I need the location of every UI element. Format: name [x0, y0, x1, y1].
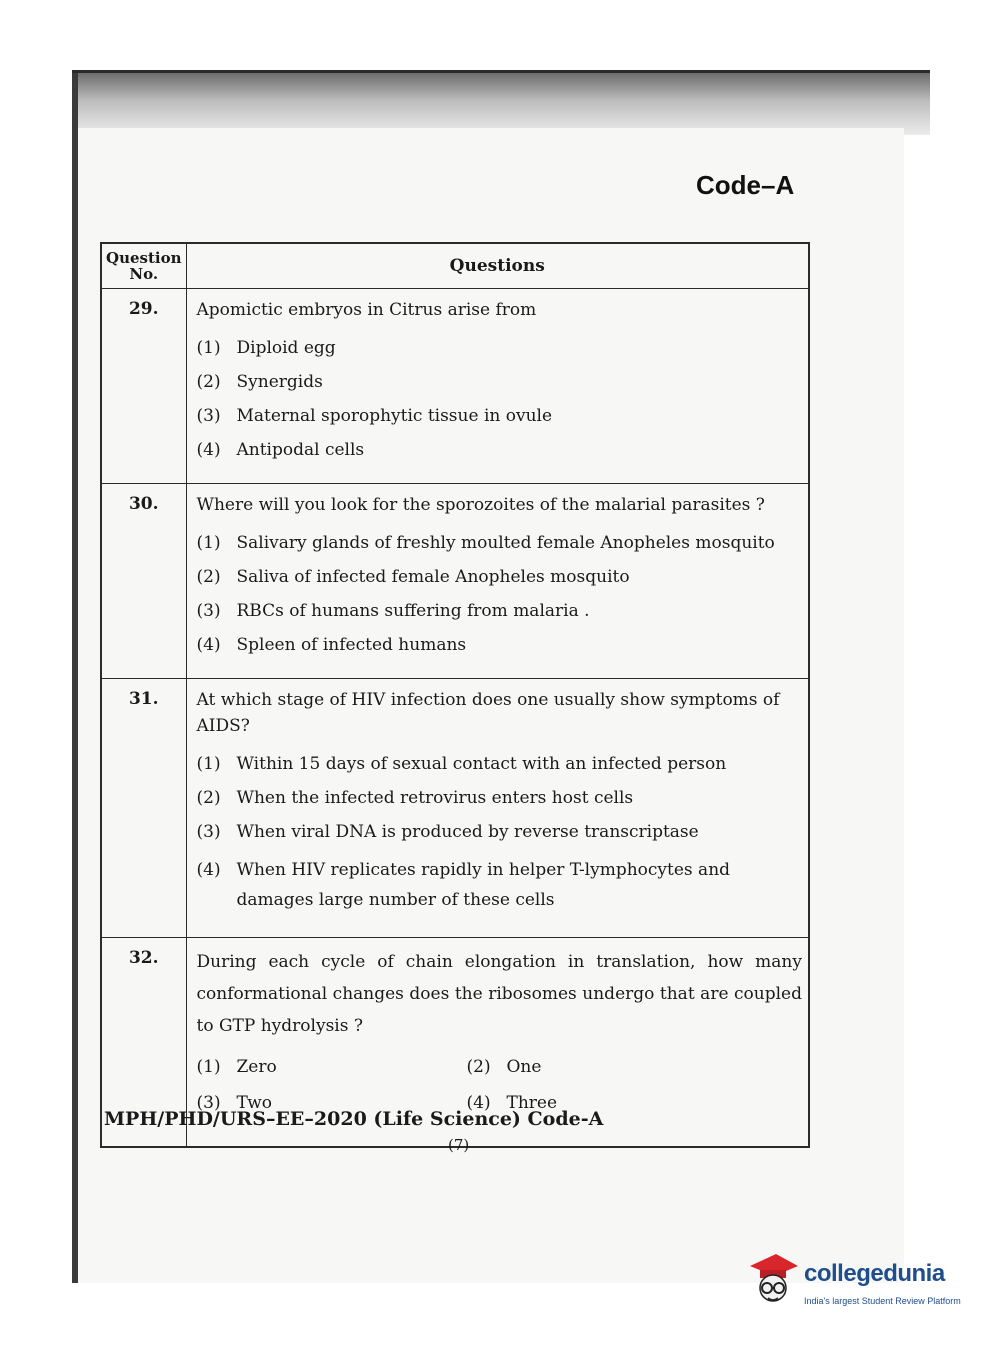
option: [197, 1056, 467, 1078]
option: [197, 855, 803, 915]
option: [197, 787, 803, 809]
option-number: (1): [196, 338, 221, 358]
options-grid: [197, 1056, 803, 1114]
option-text: Two: [236, 1093, 273, 1113]
option: [197, 821, 803, 843]
questions-table: [100, 242, 810, 1148]
option: [197, 337, 803, 359]
option-number: (2): [466, 1057, 491, 1077]
scan-shadow: [72, 73, 930, 135]
question-cell: [186, 679, 809, 938]
table-header-row: [101, 243, 809, 289]
header-question-no: Question No.: [101, 243, 186, 289]
question-number: 29.: [101, 289, 186, 484]
collegedunia-logo: [746, 1252, 976, 1316]
question-text: At which stage of HIV infection does one usually show symptoms of AIDS?: [196, 690, 780, 736]
option: [197, 439, 803, 461]
option: [197, 371, 803, 393]
option-number: (1): [196, 1057, 221, 1077]
question-number: 32.: [101, 938, 186, 1148]
option: [467, 1056, 737, 1078]
page-number: (7): [448, 1136, 470, 1154]
option-text: Antipodal cells: [236, 440, 365, 460]
option: [197, 532, 803, 554]
option-text: When viral DNA is produced by reverse transcriptase: [236, 822, 699, 842]
option-text: Synergids: [236, 372, 323, 392]
question-text: Apomictic embryos in Citrus arise from: [196, 300, 537, 320]
code-title: Code–A: [696, 170, 795, 200]
option-number: (3): [196, 822, 221, 842]
option-number: (4): [196, 440, 221, 460]
option-number: (2): [196, 372, 221, 392]
option-text: Zero: [236, 1057, 277, 1077]
option-number: (3): [196, 1093, 221, 1113]
question-text: Where will you look for the sporozoites of the malarial parasites ?: [196, 495, 765, 515]
option-number: (1): [196, 754, 221, 774]
option-number: (4): [196, 860, 221, 880]
option: [197, 634, 803, 656]
option-text: Salivary glands of freshly moulted female Anopheles mosquito: [236, 533, 775, 553]
option-text: When the infected retrovirus enters host cells: [236, 788, 634, 808]
option-number: (3): [196, 406, 221, 426]
option-text: Three: [506, 1093, 558, 1113]
option-text: RBCs of humans suffering from malaria .: [236, 601, 590, 621]
option-text: Within 15 days of sexual contact with an infected person: [236, 754, 727, 774]
question-number: 31.: [101, 679, 186, 938]
option-number: (2): [196, 788, 221, 808]
question-cell: [186, 484, 809, 679]
option: [197, 753, 803, 775]
exam-footer: MPH/PHD/URS–EE–2020 (Life Science) Code-A: [104, 1108, 604, 1130]
logo-name: collegedunia: [804, 1260, 945, 1287]
option-text: When HIV replicates rapidly in helper T-lymphocytes and damages large number of these cells: [236, 860, 731, 910]
option-text: Maternal sporophytic tissue in ovule: [236, 406, 553, 426]
option: [197, 600, 803, 622]
option-number: (3): [196, 601, 221, 621]
logo-tagline: India's largest Student Review Platform: [804, 1296, 961, 1306]
option-number: (4): [466, 1093, 491, 1113]
option-number: (1): [196, 533, 221, 553]
option-text: Spleen of infected humans: [236, 635, 467, 655]
question-text: During each cycle of chain elongation in translation, how many conformational changes does the ribosomes undergo that are coupled to GTP hydrolysis ?: [196, 952, 802, 1036]
question-cell: [186, 289, 809, 484]
option-number: (2): [196, 567, 221, 587]
option: [197, 566, 803, 588]
option-number: (4): [196, 635, 221, 655]
header-questions: Questions: [186, 243, 809, 289]
question-row: [101, 484, 809, 679]
option-text: One: [506, 1057, 542, 1077]
mascot-icon: [746, 1252, 800, 1310]
question-number: 30.: [101, 484, 186, 679]
question-row: [101, 679, 809, 938]
scan-edge: [72, 70, 930, 73]
option-text: Diploid egg: [236, 338, 336, 358]
option-text: Saliva of infected female Anopheles mosquito: [236, 567, 630, 587]
question-row: [101, 289, 809, 484]
option: [197, 405, 803, 427]
